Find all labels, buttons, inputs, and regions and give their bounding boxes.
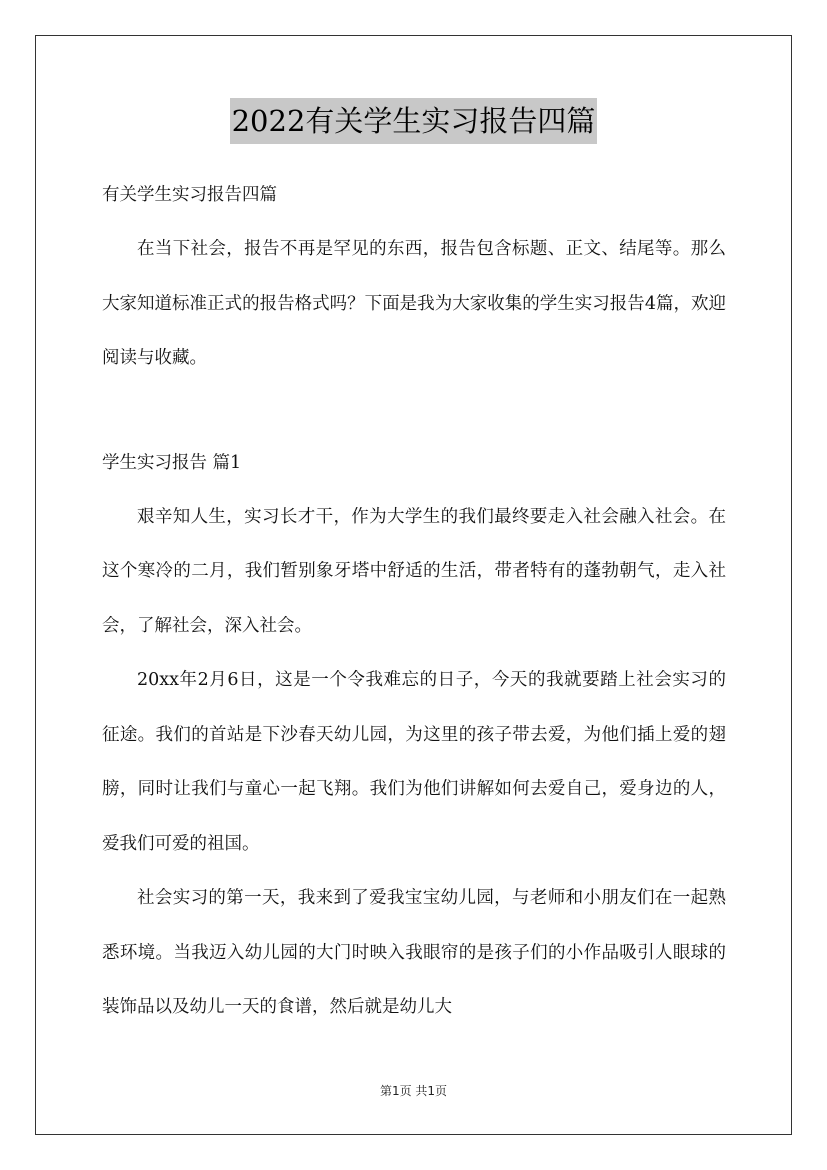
section-spacer [102,386,726,436]
intro-paragraph: 在当下社会，报告不再是罕见的东西，报告包含标题、正文、结尾等。那么大家知道标准正式的报告格式吗？下面是我为大家收集的学生实习报告4篇，欢迎阅读与收藏。 [102,239,726,368]
document-subtitle: 有关学生实习报告四篇 [102,185,277,205]
title-container [0,98,827,144]
body-paragraph-2: 20xx年2月6日，这是一个令我难忘的日子，今天的我就要踏上社会实习的征途。我们的首站是下沙春天幼儿园，为这里的孩子带去爱，为他们插上爱的翅膀，同时让我们与童心一起飞翔。我们为他们讲解如何去爱自己，爱身边的人，爱我们可爱的祖国。 [102,670,726,854]
section-heading: 学生实习报告 篇1 [102,452,242,473]
page-number: 第1页 共1页 [379,1084,448,1098]
document-title: 2022有关学生实习报告四篇 [230,98,598,144]
body-paragraph-3: 社会实习的第一天，我来到了爱我宝宝幼儿园，与老师和小朋友们在一起熟悉环境。当我迈入幼儿园的大门时映入我眼帘的是孩子们的小作品吸引人眼球的装饰品以及幼儿一天的食谱，然后就是幼儿大 [102,888,726,1017]
page-footer [0,1082,827,1099]
body-paragraph-1: 艰辛知人生，实习长才干，作为大学生的我们最终要走入社会融入社会。在这个寒冷的二月，我们暂别象牙塔中舒适的生活，带者特有的蓬勃朝气，走入社会，了解社会，深入社会。 [102,506,726,636]
document-body [102,168,726,1035]
